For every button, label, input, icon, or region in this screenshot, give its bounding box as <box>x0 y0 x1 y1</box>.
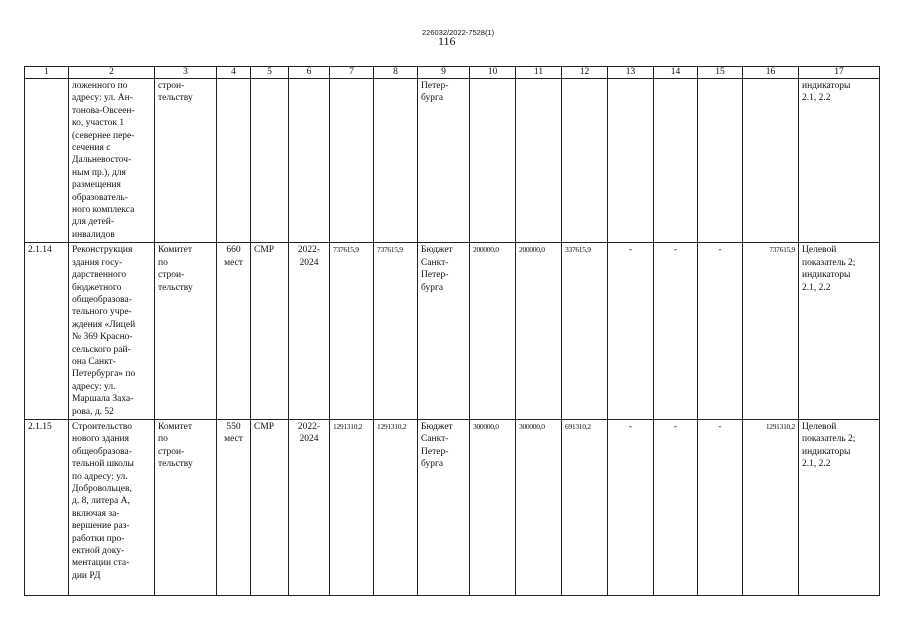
table-cell <box>799 419 880 595</box>
cell-line: тельству <box>158 93 193 104</box>
cell-line: она Санкт- <box>72 356 116 367</box>
cell-line: д. 8, литера А, <box>72 496 130 507</box>
column-header: 9 <box>418 67 470 79</box>
column-header: 16 <box>743 67 799 79</box>
table-cell <box>799 79 880 243</box>
cell-line: ным пр.), для <box>72 167 126 178</box>
column-header: 5 <box>251 67 289 79</box>
column-header-row <box>25 67 880 79</box>
cell-line: Петер- <box>421 270 449 281</box>
table-cell <box>155 79 217 243</box>
cell-line: Целевой <box>802 421 837 432</box>
cell-line: мест <box>224 434 243 445</box>
cell-line: нового здания <box>72 434 129 445</box>
table-cell <box>654 79 698 243</box>
column-header: 11 <box>516 67 562 79</box>
column-header: 14 <box>654 67 698 79</box>
cell-line: Строительство <box>72 421 133 432</box>
cell-line: тельного учре- <box>72 307 132 318</box>
cell-line: № 369 Красно- <box>72 332 133 343</box>
cell-line: 660 <box>226 245 241 256</box>
cell-line: индикаторы <box>802 270 851 281</box>
cell-line: строи- <box>158 446 185 457</box>
cell-line: по <box>158 257 168 268</box>
table-cell <box>743 79 799 243</box>
table-cell: 737615,9 <box>374 243 418 420</box>
cell-line: общеобразова- <box>72 294 132 305</box>
cell-line: 2.1, 2.2 <box>802 459 831 470</box>
cell-line: дии РД <box>72 570 101 581</box>
table-cell <box>608 79 654 243</box>
cell-line: 550 <box>226 421 241 432</box>
cell-line: Бюджет <box>421 421 453 432</box>
table-row <box>25 243 880 420</box>
cell-line: индикаторы <box>802 446 851 457</box>
column-header: 7 <box>330 67 374 79</box>
table-cell: - <box>654 419 698 595</box>
cell-line: Санкт- <box>421 434 449 445</box>
column-header: 1 <box>25 67 69 79</box>
document-stamp: 226032/2022-7528(1) <box>422 28 495 37</box>
cell-line: тельству <box>158 459 193 470</box>
table-cell <box>470 79 516 243</box>
table-cell <box>217 243 251 420</box>
table-cell: СМР <box>251 419 289 595</box>
cell-line: бюджетного <box>72 282 122 293</box>
table-cell: 1291310,2 <box>743 419 799 595</box>
cell-line: Комитет <box>158 245 193 256</box>
column-header: 8 <box>374 67 418 79</box>
table-cell <box>155 419 217 595</box>
table-cell: 2.1.14 <box>25 243 69 420</box>
table-cell <box>251 79 289 243</box>
cell-line: 2024 <box>299 434 319 445</box>
cell-line: адресу: ул. <box>72 381 116 392</box>
column-header: 3 <box>155 67 217 79</box>
table-cell <box>698 79 743 243</box>
cell-line: Дальневосточ- <box>72 155 132 166</box>
table-cell: 1291310,2 <box>330 419 374 595</box>
column-header: 6 <box>289 67 330 79</box>
table-cell: - <box>608 243 654 420</box>
cell-line: общеобразова- <box>72 446 132 457</box>
table-cell: 1291310,2 <box>374 419 418 595</box>
table-cell: 691310,2 <box>562 419 608 595</box>
cell-line: бурга <box>421 282 444 293</box>
cell-line: 2022- <box>297 245 321 256</box>
table-cell: 200000,0 <box>470 243 516 420</box>
table-cell <box>289 79 330 243</box>
cell-line: Целевой <box>802 245 837 256</box>
cell-line: ложенного по <box>72 81 128 91</box>
cell-line: тельной школы <box>72 459 134 470</box>
table-cell: 300000,0 <box>470 419 516 595</box>
cell-line: сечения с <box>72 143 111 154</box>
column-header: 2 <box>69 67 155 79</box>
cell-line: показатель 2; <box>802 257 856 268</box>
cell-line: тельству <box>158 282 193 293</box>
table-cell <box>562 79 608 243</box>
table-cell <box>217 419 251 595</box>
table-cell: - <box>698 243 743 420</box>
column-header: 4 <box>217 67 251 79</box>
cell-line: тонова-Овсеен- <box>72 105 135 116</box>
cell-line: адресу: ул. Ан- <box>72 93 133 104</box>
table-cell <box>289 243 330 420</box>
table-cell <box>418 419 470 595</box>
cell-line: здания госу- <box>72 257 123 268</box>
cell-line: Петер- <box>421 81 449 91</box>
table-cell <box>418 79 470 243</box>
cell-line: ждения «Лицей <box>72 319 136 330</box>
cell-line: 2.1, 2.2 <box>802 282 831 293</box>
cell-line: инвалидов <box>72 229 115 240</box>
column-header: 15 <box>698 67 743 79</box>
cell-line: Маршала Заха- <box>72 394 134 405</box>
budget-table <box>24 66 880 596</box>
table-cell <box>289 419 330 595</box>
table-cell <box>799 243 880 420</box>
cell-line: ектной доку- <box>72 546 125 557</box>
cell-line: показатель 2; <box>802 434 856 445</box>
table-cell: 200000,0 <box>516 243 562 420</box>
cell-line: 2.1, 2.2 <box>802 93 831 104</box>
cell-line: Петербурга» по <box>72 369 136 380</box>
table-cell <box>217 79 251 243</box>
cell-line: Бюджет <box>421 245 453 256</box>
table-cell: 737615,9 <box>330 243 374 420</box>
cell-line: ного комплекса <box>72 205 135 216</box>
cell-line: Санкт- <box>421 257 449 268</box>
table-cell: 2.1.15 <box>25 419 69 595</box>
cell-line: Добровольцев, <box>72 484 132 494</box>
cell-line: строи- <box>158 81 185 91</box>
table-cell <box>374 79 418 243</box>
cell-line: ко, участок 1 <box>72 118 125 129</box>
cell-line: ментации ста- <box>72 558 130 569</box>
table-cell: - <box>698 419 743 595</box>
cell-line: Петер- <box>421 446 449 457</box>
table-cell <box>155 243 217 420</box>
cell-line: 2024 <box>299 257 319 268</box>
cell-line: бурга <box>421 459 444 470</box>
cell-line: вершение раз- <box>72 521 130 532</box>
table-cell <box>418 243 470 420</box>
cell-line: мест <box>224 257 243 268</box>
table-cell: СМР <box>251 243 289 420</box>
table-cell: - <box>608 419 654 595</box>
table-cell <box>516 79 562 243</box>
cell-line: включая за- <box>72 508 120 519</box>
column-header: 17 <box>799 67 880 79</box>
table-cell <box>330 79 374 243</box>
cell-line: образователь- <box>72 192 128 203</box>
cell-line: сельского рай- <box>72 344 131 355</box>
column-header: 12 <box>562 67 608 79</box>
table-cell: 300000,0 <box>516 419 562 595</box>
column-header: 10 <box>470 67 516 79</box>
cell-line: для детей- <box>72 217 114 228</box>
cell-line: Комитет <box>158 421 193 432</box>
table-cell <box>25 79 69 243</box>
cell-line: 2022- <box>297 421 321 432</box>
table-cell <box>69 419 155 595</box>
cell-line: строи- <box>158 270 185 281</box>
table-cell <box>69 243 155 420</box>
table-cell: 737615,9 <box>743 243 799 420</box>
cell-line: дарственного <box>72 270 127 281</box>
cell-line: работки про- <box>72 533 125 544</box>
page-number: 116 <box>438 34 456 48</box>
cell-line: по <box>158 434 168 445</box>
table-cell <box>69 79 155 243</box>
cell-line: (севернее пере- <box>72 130 135 141</box>
cell-line: индикаторы <box>802 81 851 91</box>
table-row <box>25 419 880 595</box>
cell-line: бурга <box>421 93 444 104</box>
cell-line: Реконструкция <box>72 245 133 256</box>
cell-line: по адресу: ул. <box>72 471 128 482</box>
column-header: 13 <box>608 67 654 79</box>
cell-line: размещения <box>72 180 121 191</box>
cell-line: рова, д. 52 <box>72 406 114 417</box>
table-cell: - <box>654 243 698 420</box>
table-cell: 337615,9 <box>562 243 608 420</box>
table-row <box>25 79 880 243</box>
